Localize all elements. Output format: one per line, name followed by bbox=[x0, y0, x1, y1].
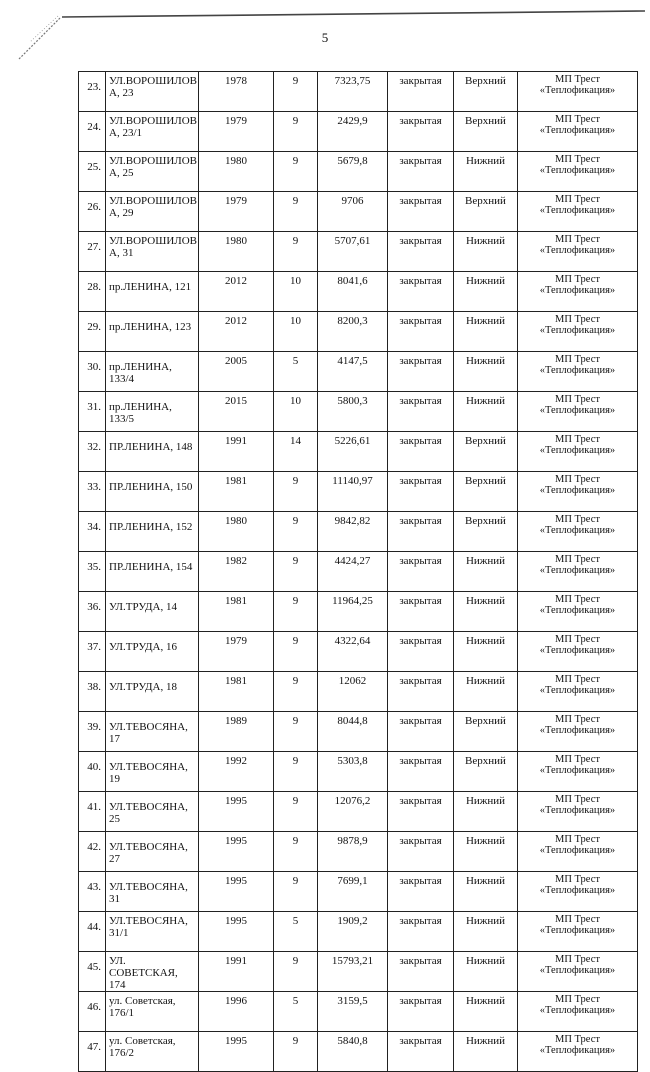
row-number: 34. bbox=[79, 512, 106, 552]
year-cell: 1982 bbox=[199, 552, 274, 592]
organization-cell bbox=[518, 432, 638, 472]
wiring-cell: Нижний bbox=[454, 232, 518, 272]
system-type-cell: закрытая bbox=[388, 1032, 454, 1072]
year-cell: 2015 bbox=[199, 392, 274, 432]
wiring-cell: Нижний bbox=[454, 992, 518, 1032]
organization-line-2: «Теплофикация» bbox=[539, 445, 616, 456]
organization-line-1: МП Трест bbox=[555, 354, 600, 365]
floors-cell: 9 bbox=[274, 592, 318, 632]
floors-cell: 10 bbox=[274, 392, 318, 432]
floors-cell: 9 bbox=[274, 632, 318, 672]
year-cell: 1995 bbox=[199, 792, 274, 832]
table-row bbox=[79, 192, 638, 232]
area-cell: 9842,82 bbox=[318, 512, 388, 552]
system-type-cell: закрытая bbox=[388, 872, 454, 912]
organization-line-1: МП Трест bbox=[555, 914, 600, 925]
table-row bbox=[79, 432, 638, 472]
table-row bbox=[79, 512, 638, 552]
address-cell: пр.ЛЕНИНА, 123 bbox=[106, 312, 199, 352]
address-cell: ПР.ЛЕНИНА, 148 bbox=[106, 432, 199, 472]
system-type-cell: закрытая bbox=[388, 192, 454, 232]
system-type-cell: закрытая bbox=[388, 672, 454, 712]
system-type-cell: закрытая bbox=[388, 152, 454, 192]
year-cell: 1980 bbox=[199, 512, 274, 552]
wiring-cell: Верхний bbox=[454, 472, 518, 512]
wiring-cell: Нижний bbox=[454, 1032, 518, 1072]
row-number: 35. bbox=[79, 552, 106, 592]
floors-cell: 9 bbox=[274, 1032, 318, 1072]
area-cell: 4322,64 bbox=[318, 632, 388, 672]
row-number: 24. bbox=[79, 112, 106, 152]
year-cell: 1995 bbox=[199, 1032, 274, 1072]
year-cell: 1991 bbox=[199, 952, 274, 992]
system-type-cell: закрытая bbox=[388, 992, 454, 1032]
address-cell: УЛ.ВОРОШИЛОВ А, 23/1 bbox=[106, 112, 199, 152]
year-cell: 1980 bbox=[199, 152, 274, 192]
table-row bbox=[79, 472, 638, 512]
system-type-cell: закрытая bbox=[388, 432, 454, 472]
row-number: 43. bbox=[79, 872, 106, 912]
floors-cell: 9 bbox=[274, 472, 318, 512]
floors-cell: 9 bbox=[274, 192, 318, 232]
system-type-cell: закрытая bbox=[388, 952, 454, 992]
address-cell: пр.ЛЕНИНА, 133/4 bbox=[106, 352, 199, 392]
year-cell: 1989 bbox=[199, 712, 274, 752]
row-number: 45. bbox=[79, 952, 106, 992]
organization-cell bbox=[518, 72, 638, 112]
wiring-cell: Верхний bbox=[454, 72, 518, 112]
floors-cell: 9 bbox=[274, 752, 318, 792]
wiring-cell: Верхний bbox=[454, 752, 518, 792]
floors-cell: 14 bbox=[274, 432, 318, 472]
row-number: 44. bbox=[79, 912, 106, 952]
floors-cell: 9 bbox=[274, 832, 318, 872]
registry-table bbox=[78, 71, 638, 1072]
system-type-cell: закрытая bbox=[388, 472, 454, 512]
floors-cell: 9 bbox=[274, 712, 318, 752]
organization-line-2: «Теплофикация» bbox=[539, 365, 616, 376]
row-number: 31. bbox=[79, 392, 106, 432]
year-cell: 1981 bbox=[199, 472, 274, 512]
floors-cell: 9 bbox=[274, 512, 318, 552]
table-row bbox=[79, 312, 638, 352]
year-cell: 1995 bbox=[199, 832, 274, 872]
year-cell: 2012 bbox=[199, 312, 274, 352]
row-number: 23. bbox=[79, 72, 106, 112]
organization-line-1: МП Трест bbox=[555, 794, 600, 805]
system-type-cell: закрытая bbox=[388, 112, 454, 152]
year-cell: 1995 bbox=[199, 912, 274, 952]
table-row bbox=[79, 152, 638, 192]
organization-line-1: МП Трест bbox=[555, 234, 600, 245]
wiring-cell: Нижний bbox=[454, 392, 518, 432]
organization-cell bbox=[518, 592, 638, 632]
organization-cell bbox=[518, 352, 638, 392]
organization-cell bbox=[518, 752, 638, 792]
row-number: 33. bbox=[79, 472, 106, 512]
row-number: 39. bbox=[79, 712, 106, 752]
organization-line-1: МП Трест bbox=[555, 954, 600, 965]
organization-line-1: МП Трест bbox=[555, 314, 600, 325]
row-number: 41. bbox=[79, 792, 106, 832]
table-row bbox=[79, 872, 638, 912]
table-row bbox=[79, 232, 638, 272]
organization-line-1: МП Трест bbox=[555, 434, 600, 445]
row-number: 37. bbox=[79, 632, 106, 672]
floors-cell: 5 bbox=[274, 992, 318, 1032]
organization-line-2: «Теплофикация» bbox=[539, 285, 616, 296]
year-cell: 1978 bbox=[199, 72, 274, 112]
floors-cell: 9 bbox=[274, 672, 318, 712]
table-row bbox=[79, 1032, 638, 1072]
row-number: 32. bbox=[79, 432, 106, 472]
address-cell: УЛ.ТЕВОСЯНА, 17 bbox=[106, 712, 199, 752]
year-cell: 1992 bbox=[199, 752, 274, 792]
row-number: 28. bbox=[79, 272, 106, 312]
wiring-cell: Верхний bbox=[454, 512, 518, 552]
address-cell: ПР.ЛЕНИНА, 152 bbox=[106, 512, 199, 552]
row-number: 30. bbox=[79, 352, 106, 392]
organization-cell bbox=[518, 952, 638, 992]
organization-cell bbox=[518, 832, 638, 872]
row-number: 46. bbox=[79, 992, 106, 1032]
area-cell: 8200,3 bbox=[318, 312, 388, 352]
organization-line-2: «Теплофикация» bbox=[539, 205, 616, 216]
table-row bbox=[79, 592, 638, 632]
address-cell: ПР.ЛЕНИНА, 150 bbox=[106, 472, 199, 512]
organization-line-1: МП Трест bbox=[555, 274, 600, 285]
table-row bbox=[79, 992, 638, 1032]
organization-line-1: МП Трест bbox=[555, 874, 600, 885]
address-cell: пр.ЛЕНИНА, 121 bbox=[106, 272, 199, 312]
organization-line-2: «Теплофикация» bbox=[539, 725, 616, 736]
organization-line-2: «Теплофикация» bbox=[539, 485, 616, 496]
organization-cell bbox=[518, 792, 638, 832]
row-number: 47. bbox=[79, 1032, 106, 1072]
floors-cell: 5 bbox=[274, 352, 318, 392]
organization-line-1: МП Трест bbox=[555, 754, 600, 765]
year-cell: 1991 bbox=[199, 432, 274, 472]
address-cell: УЛ.ВОРОШИЛОВ А, 23 bbox=[106, 72, 199, 112]
area-cell: 5303,8 bbox=[318, 752, 388, 792]
wiring-cell: Нижний bbox=[454, 912, 518, 952]
year-cell: 1996 bbox=[199, 992, 274, 1032]
system-type-cell: закрытая bbox=[388, 272, 454, 312]
organization-line-1: МП Трест bbox=[555, 394, 600, 405]
table-row bbox=[79, 352, 638, 392]
floors-cell: 9 bbox=[274, 872, 318, 912]
system-type-cell: закрытая bbox=[388, 832, 454, 872]
registry-body bbox=[79, 72, 638, 1072]
organization-line-1: МП Трест bbox=[555, 834, 600, 845]
wiring-cell: Верхний bbox=[454, 432, 518, 472]
area-cell: 5800,3 bbox=[318, 392, 388, 432]
organization-cell bbox=[518, 312, 638, 352]
area-cell: 15793,21 bbox=[318, 952, 388, 992]
table-row bbox=[79, 272, 638, 312]
address-cell: УЛ.ВОРОШИЛОВ А, 29 bbox=[106, 192, 199, 232]
organization-cell bbox=[518, 192, 638, 232]
organization-line-2: «Теплофикация» bbox=[539, 1045, 616, 1056]
row-number: 42. bbox=[79, 832, 106, 872]
wiring-cell: Нижний bbox=[454, 952, 518, 992]
organization-line-2: «Теплофикация» bbox=[539, 165, 616, 176]
address-cell: пр.ЛЕНИНА, 133/5 bbox=[106, 392, 199, 432]
area-cell: 9878,9 bbox=[318, 832, 388, 872]
area-cell: 3159,5 bbox=[318, 992, 388, 1032]
system-type-cell: закрытая bbox=[388, 792, 454, 832]
organization-line-2: «Теплофикация» bbox=[539, 885, 616, 896]
floors-cell: 9 bbox=[274, 952, 318, 992]
organization-cell bbox=[518, 672, 638, 712]
floors-cell: 9 bbox=[274, 792, 318, 832]
organization-line-2: «Теплофикация» bbox=[539, 85, 616, 96]
year-cell: 1995 bbox=[199, 872, 274, 912]
year-cell: 1981 bbox=[199, 672, 274, 712]
area-cell: 7699,1 bbox=[318, 872, 388, 912]
year-cell: 1979 bbox=[199, 112, 274, 152]
wiring-cell: Нижний bbox=[454, 352, 518, 392]
organization-line-2: «Теплофикация» bbox=[539, 325, 616, 336]
address-cell: УЛ.ВОРОШИЛОВ А, 31 bbox=[106, 232, 199, 272]
organization-line-2: «Теплофикация» bbox=[539, 125, 616, 136]
year-cell: 2005 bbox=[199, 352, 274, 392]
table-row bbox=[79, 72, 638, 112]
area-cell: 4424,27 bbox=[318, 552, 388, 592]
organization-cell bbox=[518, 512, 638, 552]
area-cell: 11140,97 bbox=[318, 472, 388, 512]
wiring-cell: Верхний bbox=[454, 112, 518, 152]
organization-line-1: МП Трест bbox=[555, 514, 600, 525]
organization-line-2: «Теплофикация» bbox=[539, 525, 616, 536]
row-number: 40. bbox=[79, 752, 106, 792]
area-cell: 8044,8 bbox=[318, 712, 388, 752]
organization-cell bbox=[518, 912, 638, 952]
floors-cell: 9 bbox=[274, 152, 318, 192]
organization-cell bbox=[518, 272, 638, 312]
row-number: 36. bbox=[79, 592, 106, 632]
floors-cell: 5 bbox=[274, 912, 318, 952]
organization-cell bbox=[518, 152, 638, 192]
system-type-cell: закрытая bbox=[388, 712, 454, 752]
system-type-cell: закрытая bbox=[388, 752, 454, 792]
organization-cell bbox=[518, 392, 638, 432]
table-row bbox=[79, 952, 638, 992]
organization-line-1: МП Трест bbox=[555, 154, 600, 165]
address-cell: ул. Советская, 176/2 bbox=[106, 1032, 199, 1072]
table-row bbox=[79, 632, 638, 672]
table-row bbox=[79, 792, 638, 832]
floors-cell: 10 bbox=[274, 312, 318, 352]
organization-line-2: «Теплофикация» bbox=[539, 405, 616, 416]
area-cell: 12062 bbox=[318, 672, 388, 712]
address-cell: УЛ.ТЕВОСЯНА, 31/1 bbox=[106, 912, 199, 952]
row-number: 29. bbox=[79, 312, 106, 352]
table-row bbox=[79, 392, 638, 432]
address-cell: УЛ.ТРУДА, 16 bbox=[106, 632, 199, 672]
floors-cell: 10 bbox=[274, 272, 318, 312]
area-cell: 9706 bbox=[318, 192, 388, 232]
wiring-cell: Нижний bbox=[454, 672, 518, 712]
area-cell: 8041,6 bbox=[318, 272, 388, 312]
wiring-cell: Нижний bbox=[454, 632, 518, 672]
area-cell: 5679,8 bbox=[318, 152, 388, 192]
address-cell: УЛ.ТЕВОСЯНА, 19 bbox=[106, 752, 199, 792]
floors-cell: 9 bbox=[274, 112, 318, 152]
area-cell: 5226,61 bbox=[318, 432, 388, 472]
area-cell: 5840,8 bbox=[318, 1032, 388, 1072]
address-cell: УЛ.ТРУДА, 18 bbox=[106, 672, 199, 712]
organization-line-1: МП Трест bbox=[555, 1034, 600, 1045]
organization-line-2: «Теплофикация» bbox=[539, 845, 616, 856]
organization-line-2: «Теплофикация» bbox=[539, 925, 616, 936]
wiring-cell: Нижний bbox=[454, 792, 518, 832]
wiring-cell: Верхний bbox=[454, 712, 518, 752]
wiring-cell: Нижний bbox=[454, 832, 518, 872]
year-cell: 1979 bbox=[199, 192, 274, 232]
organization-line-2: «Теплофикация» bbox=[539, 805, 616, 816]
table-row bbox=[79, 832, 638, 872]
organization-line-2: «Теплофикация» bbox=[539, 605, 616, 616]
organization-line-1: МП Трест bbox=[555, 714, 600, 725]
floors-cell: 9 bbox=[274, 72, 318, 112]
organization-line-2: «Теплофикация» bbox=[539, 1005, 616, 1016]
organization-line-1: МП Трест bbox=[555, 674, 600, 685]
wiring-cell: Верхний bbox=[454, 192, 518, 232]
system-type-cell: закрытая bbox=[388, 352, 454, 392]
organization-cell bbox=[518, 712, 638, 752]
address-cell: УЛ.ТРУДА, 14 bbox=[106, 592, 199, 632]
wiring-cell: Нижний bbox=[454, 592, 518, 632]
organization-line-2: «Теплофикация» bbox=[539, 565, 616, 576]
area-cell: 12076,2 bbox=[318, 792, 388, 832]
address-cell: УЛ.ТЕВОСЯНА, 31 bbox=[106, 872, 199, 912]
year-cell: 1981 bbox=[199, 592, 274, 632]
year-cell: 2012 bbox=[199, 272, 274, 312]
area-cell: 4147,5 bbox=[318, 352, 388, 392]
wiring-cell: Нижний bbox=[454, 552, 518, 592]
system-type-cell: закрытая bbox=[388, 72, 454, 112]
address-cell: ул. Советская, 176/1 bbox=[106, 992, 199, 1032]
area-cell: 11964,25 bbox=[318, 592, 388, 632]
organization-line-1: МП Трест bbox=[555, 194, 600, 205]
organization-line-1: МП Трест bbox=[555, 594, 600, 605]
organization-line-2: «Теплофикация» bbox=[539, 245, 616, 256]
organization-cell bbox=[518, 472, 638, 512]
row-number: 27. bbox=[79, 232, 106, 272]
area-cell: 7323,75 bbox=[318, 72, 388, 112]
system-type-cell: закрытая bbox=[388, 912, 454, 952]
organization-line-2: «Теплофикация» bbox=[539, 765, 616, 776]
organization-cell bbox=[518, 872, 638, 912]
address-cell: УЛ. СОВЕТСКАЯ, 174 bbox=[106, 952, 199, 992]
year-cell: 1979 bbox=[199, 632, 274, 672]
organization-cell bbox=[518, 552, 638, 592]
row-number: 38. bbox=[79, 672, 106, 712]
year-cell: 1980 bbox=[199, 232, 274, 272]
table-row bbox=[79, 552, 638, 592]
address-cell: УЛ.ВОРОШИЛОВ А, 25 bbox=[106, 152, 199, 192]
address-cell: ПР.ЛЕНИНА, 154 bbox=[106, 552, 199, 592]
row-number: 25. bbox=[79, 152, 106, 192]
organization-line-1: МП Трест bbox=[555, 114, 600, 125]
organization-line-1: МП Трест bbox=[555, 994, 600, 1005]
wiring-cell: Нижний bbox=[454, 872, 518, 912]
organization-cell bbox=[518, 112, 638, 152]
system-type-cell: закрытая bbox=[388, 552, 454, 592]
organization-cell bbox=[518, 992, 638, 1032]
organization-cell bbox=[518, 632, 638, 672]
table-row bbox=[79, 912, 638, 952]
system-type-cell: закрытая bbox=[388, 392, 454, 432]
wiring-cell: Нижний bbox=[454, 272, 518, 312]
organization-cell bbox=[518, 1032, 638, 1072]
organization-line-2: «Теплофикация» bbox=[539, 645, 616, 656]
system-type-cell: закрытая bbox=[388, 592, 454, 632]
organization-line-2: «Теплофикация» bbox=[539, 965, 616, 976]
page-number: 5 bbox=[321, 30, 329, 45]
area-cell: 2429,9 bbox=[318, 112, 388, 152]
area-cell: 1909,2 bbox=[318, 912, 388, 952]
address-cell: УЛ.ТЕВОСЯНА, 25 bbox=[106, 792, 199, 832]
row-number: 26. bbox=[79, 192, 106, 232]
system-type-cell: закрытая bbox=[388, 632, 454, 672]
system-type-cell: закрытая bbox=[388, 232, 454, 272]
floors-cell: 9 bbox=[274, 552, 318, 592]
floors-cell: 9 bbox=[274, 232, 318, 272]
table-row bbox=[79, 112, 638, 152]
system-type-cell: закрытая bbox=[388, 312, 454, 352]
area-cell: 5707,61 bbox=[318, 232, 388, 272]
table-row bbox=[79, 752, 638, 792]
wiring-cell: Нижний bbox=[454, 152, 518, 192]
wiring-cell: Нижний bbox=[454, 312, 518, 352]
organization-line-1: МП Трест bbox=[555, 634, 600, 645]
organization-cell bbox=[518, 232, 638, 272]
organization-line-1: МП Трест bbox=[555, 474, 600, 485]
organization-line-1: МП Трест bbox=[555, 74, 600, 85]
organization-line-1: МП Трест bbox=[555, 554, 600, 565]
address-cell: УЛ.ТЕВОСЯНА, 27 bbox=[106, 832, 199, 872]
system-type-cell: закрытая bbox=[388, 512, 454, 552]
table-row bbox=[79, 672, 638, 712]
table-row bbox=[79, 712, 638, 752]
organization-line-2: «Теплофикация» bbox=[539, 685, 616, 696]
